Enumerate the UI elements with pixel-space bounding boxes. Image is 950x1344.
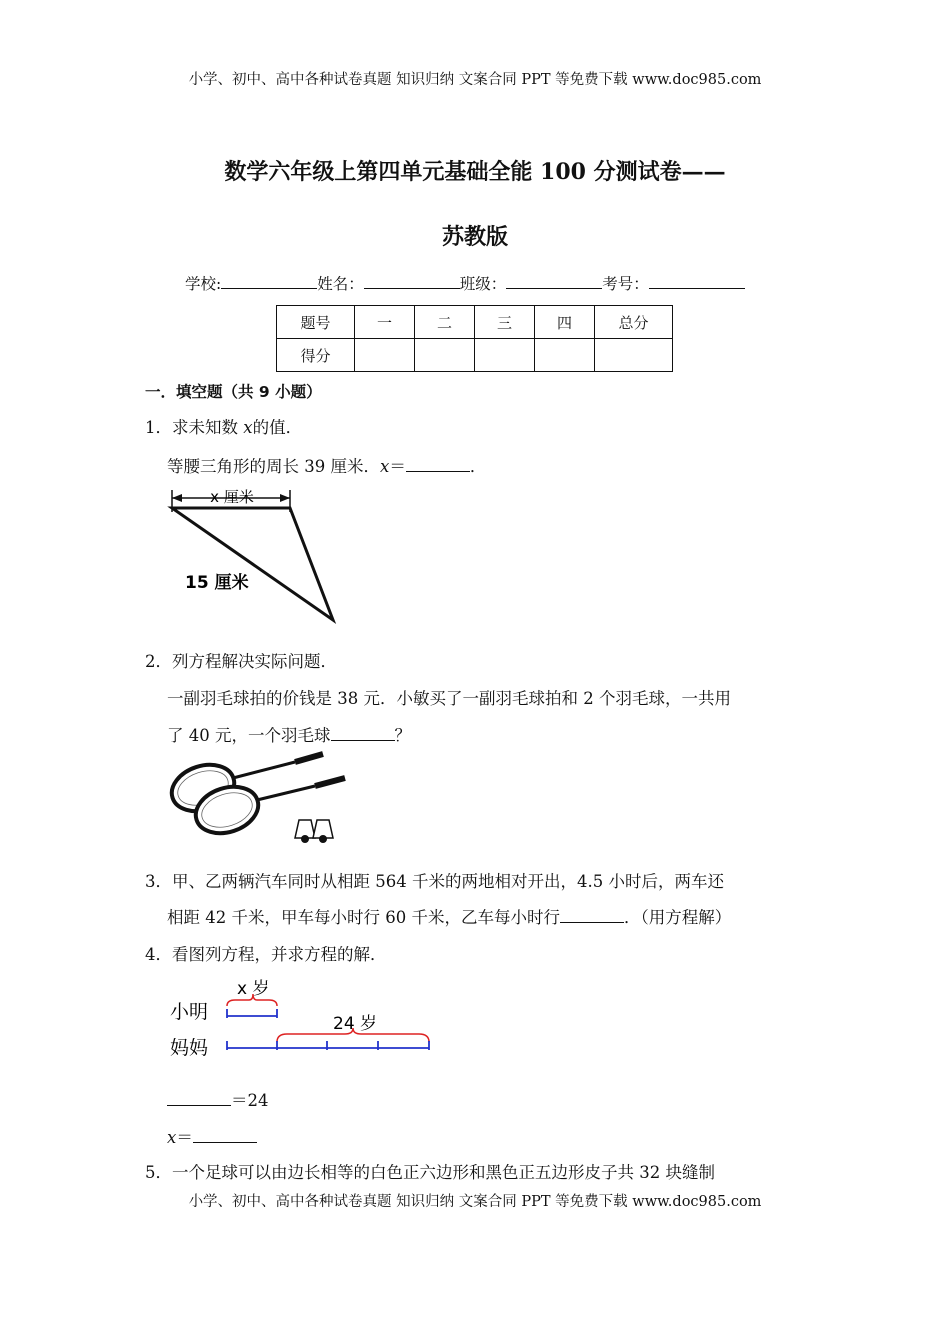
q1-period: ． xyxy=(469,457,487,476)
q3-statement-line1: 3．甲、乙两辆汽车同时从相距 564 千米的两地相对开出，4.5 小时后，两车还 xyxy=(145,872,724,891)
student-info-row xyxy=(185,272,745,294)
q1-statement-text: 等腰三角形的周长 39 厘米． xyxy=(167,457,380,476)
q4-solution-var: x xyxy=(167,1128,177,1147)
q2-statement-line1: 一副羽毛球拍的价钱是 38 元．小敏买了一副羽毛球拍和 2 个羽毛球，一共用 xyxy=(167,689,731,708)
triangle-figure xyxy=(160,480,350,630)
q3-text-end: ．（用方程解） xyxy=(623,908,732,927)
score-table-score-row xyxy=(277,339,673,372)
score-cell[interactable] xyxy=(415,339,475,372)
24-age-brace xyxy=(277,1028,429,1042)
score-cell[interactable] xyxy=(475,339,535,372)
q1-prompt xyxy=(145,414,302,438)
badminton-rackets-figure xyxy=(165,748,355,843)
q2-answer-blank[interactable] xyxy=(331,723,395,741)
q4-prompt: 4．看图列方程，并求方程的解． xyxy=(145,945,387,964)
page-title-line1: 数学六年级上第四单元基础全能 100 分测试卷—— xyxy=(224,159,726,185)
class-label: 班级： xyxy=(459,275,507,293)
q1-text: 1．求未知数 xyxy=(145,418,244,437)
page-footer: 小学、初中、高中各种试卷真题 知识归纳 文案合同 PPT 等免费下载 www.doc985.com xyxy=(188,1194,762,1210)
score-row-label: 得分 xyxy=(277,339,355,372)
school-blank xyxy=(221,272,317,289)
name-label: 姓名： xyxy=(317,275,364,293)
age-line-diagram xyxy=(165,972,440,1067)
fig-mama-label: 妈妈 xyxy=(170,1037,209,1059)
score-header-cell: 二 xyxy=(415,306,475,339)
score-cell[interactable] xyxy=(535,339,595,372)
q2-statement-line2 xyxy=(167,722,411,746)
q4-equation-rhs: ＝24 xyxy=(231,1091,269,1110)
q2-question-mark: ？ xyxy=(394,726,411,745)
fig-top-label: x 厘米 xyxy=(210,488,254,506)
page-title-line2: 苏教版 xyxy=(441,224,508,250)
fig-24-age-label: 24 岁 xyxy=(333,1014,378,1034)
score-header-cell: 总分 xyxy=(595,306,673,339)
score-header-cell: 题号 xyxy=(277,306,355,339)
score-cell[interactable] xyxy=(595,339,673,372)
shuttlecock-icon xyxy=(295,820,333,843)
q1-answer-blank[interactable] xyxy=(406,454,470,472)
q2-text: 了 40 元，一个羽毛球 xyxy=(167,726,331,745)
score-table-header-row xyxy=(277,306,673,339)
page-header: 小学、初中、高中各种试卷真题 知识归纳 文案合同 PPT 等免费下载 www.doc985.com xyxy=(188,72,762,88)
fig-side-label: 15 厘米 xyxy=(185,573,249,593)
name-blank xyxy=(364,272,460,289)
q3-answer-blank[interactable] xyxy=(560,905,624,923)
q4-solution-blank[interactable] xyxy=(193,1125,257,1143)
school-label: 学校: xyxy=(185,275,222,293)
score-header-cell: 一 xyxy=(355,306,415,339)
q5-statement-line1: 5．一个足球可以由边长相等的白色正六边形和黑色正五边形皮子共 32 块缝制 xyxy=(145,1163,715,1182)
q3-text: 相距 42 千米，甲车每小时行 60 千米，乙车每小时行 xyxy=(167,908,560,927)
q4-solution-equals: ＝ xyxy=(176,1128,193,1147)
q4-equation-blank[interactable] xyxy=(167,1088,231,1106)
number-label: 考号： xyxy=(602,275,649,293)
isosceles-triangle xyxy=(172,508,333,620)
q4-solution-line xyxy=(167,1124,257,1148)
score-header-cell: 三 xyxy=(475,306,535,339)
score-header-cell: 四 xyxy=(535,306,595,339)
q2-prompt: 2．列方程解决实际问题． xyxy=(145,652,337,671)
q1-equals: ＝ xyxy=(389,457,406,476)
q1-var: x xyxy=(243,418,253,437)
arrow-left-icon xyxy=(172,494,182,502)
fig-x-age-label: x 岁 xyxy=(237,979,270,999)
q4-equation-line xyxy=(167,1087,269,1111)
score-cell[interactable] xyxy=(355,339,415,372)
q1-statement xyxy=(167,453,486,477)
q3-statement-line2 xyxy=(167,904,731,928)
q1-answer-var: x xyxy=(380,457,390,476)
fig-xiaoming-label: 小明 xyxy=(170,1001,209,1023)
class-blank xyxy=(506,272,602,289)
q1-text-end: 的值． xyxy=(252,418,303,437)
section-heading-fill-blank: 一．填空题（共 9 小题） xyxy=(145,383,322,401)
arrow-right-icon xyxy=(280,494,290,502)
number-blank xyxy=(649,272,745,289)
score-table xyxy=(276,305,673,372)
